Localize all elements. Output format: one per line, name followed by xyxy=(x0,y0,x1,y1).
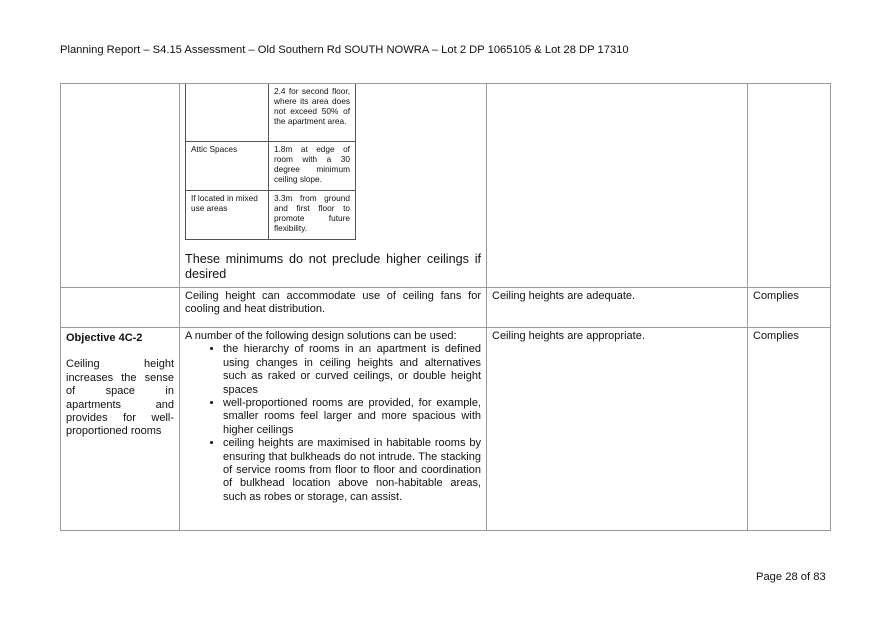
list-item: • the hierarchy of rooms in an apartment is defined using changes in ceiling heights and alternatives such as raked or curved ceilings, or double height spaces xyxy=(223,343,481,397)
control-cell xyxy=(180,84,487,288)
status-cell xyxy=(748,84,831,288)
objective-cell xyxy=(61,288,180,328)
objective-cell xyxy=(61,84,180,288)
control-cell xyxy=(180,328,487,531)
page-number: Page 28 of 83 xyxy=(756,571,826,583)
objective-description: Ceiling height increases the sense of space in apartments and provides for well-proportioned rooms xyxy=(66,358,174,438)
inner-label xyxy=(186,84,269,142)
table-row xyxy=(61,328,831,531)
table-row xyxy=(186,142,356,191)
minimums-note: These minimums do not preclude higher ceilings if desired xyxy=(185,252,481,281)
objective-title: Objective 4C-2 xyxy=(66,332,143,344)
control-text: Ceiling height can accommodate use of ceiling fans for cooling and heat distribution. xyxy=(180,288,487,328)
assessment-table xyxy=(60,83,831,531)
status-text: Complies xyxy=(748,288,831,328)
inner-label: Attic Spaces xyxy=(186,142,269,191)
inner-label: If located in mixed use areas xyxy=(186,191,269,240)
table-row xyxy=(186,191,356,240)
table-row xyxy=(61,288,831,328)
ceiling-heights-table xyxy=(185,83,356,240)
inner-value: 2.4 for second floor, where its area does not exceed 50% of the apartment area. xyxy=(269,84,356,142)
inner-value: 1.8m at edge of room with a 30 degree minimum ceiling slope. xyxy=(269,142,356,191)
comment-cell xyxy=(487,84,748,288)
status-text: Complies xyxy=(748,328,831,531)
list-item: • ceiling heights are maximised in habitable rooms by ensuring that bulkheads do not intrude. The stacking of service rooms from floor to floor and coordination of bulkhead location above non-habitable areas, such as robes or storage, can assist. xyxy=(223,437,481,504)
table-row xyxy=(61,84,831,288)
comment-text: Ceiling heights are appropriate. xyxy=(487,328,748,531)
list-item: • well-proportioned rooms are provided, for example, smaller rooms feel larger and more spacious with higher ceilings xyxy=(223,397,481,437)
objective-cell xyxy=(61,328,180,531)
comment-text: Ceiling heights are adequate. xyxy=(487,288,748,328)
solutions-intro: A number of the following design solutions can be used: xyxy=(185,330,457,342)
inner-value: 3.3m from ground and first floor to promote future flexibility. xyxy=(269,191,356,240)
solutions-list xyxy=(185,343,481,504)
page-header: Planning Report – S4.15 Assessment – Old Southern Rd SOUTH NOWRA – Lot 2 DP 1065105 & Lot 28 DP 17310 xyxy=(60,44,629,56)
table-row xyxy=(186,84,356,142)
